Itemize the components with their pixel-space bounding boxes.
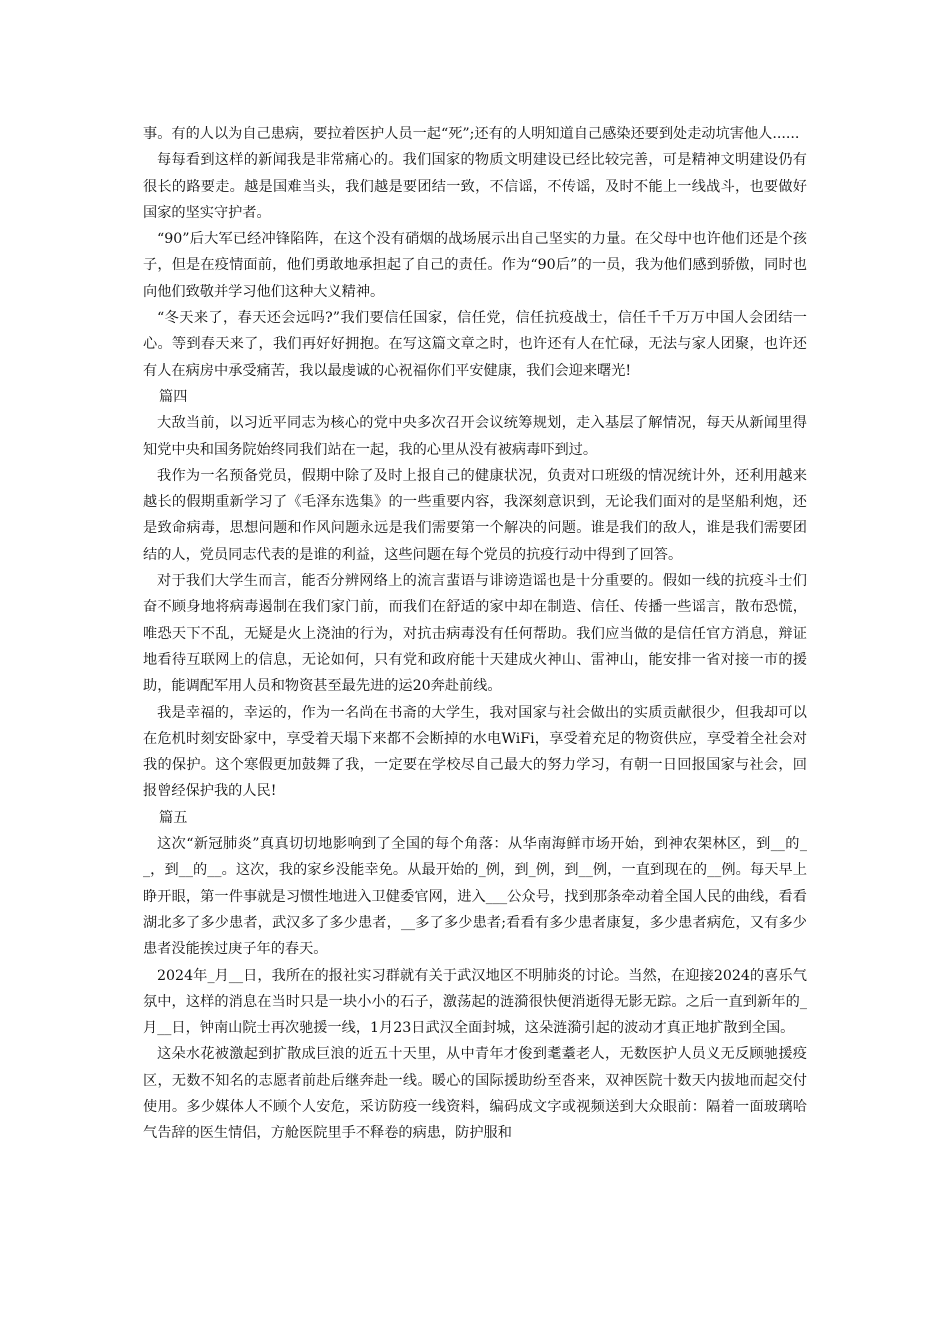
paragraph-5: 大敌当前，以习近平同志为核心的党中央多次召开会议统筹规划，走入基层了解情况，每天从新闻里得知党中央和国务院始终同我们站在一起，我的心里从没有被病毒吓到过。 <box>143 415 807 458</box>
paragraph-2: 每每看到这样的新闻我是非常痛心的。我们国家的物质文明建设已经比较完善，可是精神文明建设仍有很长的路要走。越是国难当头，我们越是要团结一致，不信谣，不传谣，及时不能上一线战斗，也要做好国家的坚实守护者。 <box>143 152 807 221</box>
paragraph-7: 对于我们大学生而言，能否分辨网络上的流言蜚语与诽谤造谣也是十分重要的。假如一线的抗疫斗士们奋不顾身地将病毒遏制在我们家门前，而我们在舒适的家中却在制造、信任、传播一些谣言，散布恐慌，唯恐天下不乱，无疑是火上浇油的行为，对抗击病毒没有任何帮助。我们应当做的是信任官方消息，辩证地看待互联网上的信息，无论如何，只有党和政府能十天建成火神山、雷神山，能安排一省对接一市的援助，能调配军用人员和物资甚至最先进的运20奔赴前线。 <box>143 573 807 695</box>
section-heading-4: 篇四 <box>159 388 188 405</box>
paragraph-8: 我是幸福的，幸运的，作为一名尚在书斋的大学生，我对国家与社会做出的实质贡献很少，但我却可以在危机时刻安卧家中，享受着天塌下来都不会断掉的水电WiFi，享受着充足的物资供应，享受着全社会对我的保护。这个寒假更加鼓舞了我，一定要在学校尽自己最大的努力学习，有朝一日回报国家与社会，回报曾经保护我的人民! <box>143 704 807 800</box>
paragraph-11: 这朵水花被激起到扩散成巨浪的近五十天里，从中青年才俊到耄耋老人，无数医护人员义无反顾驰援疫区，无数不知名的志愿者前赴后继奔赴一线。暖心的国际援助纷至沓来，双神医院十数天内拔地而起交付使用。多少媒体人不顾个人安危，采访防疫一线资料，编码成文字或视频送到大众眼前：隔着一面玻璃哈气告辞的医生情侣，方舱医院里手不释卷的病患，防护服和 <box>143 1046 807 1142</box>
paragraph-10: 2024年_月__日，我所在的报社实习群就有关于武汉地区不明肺炎的讨论。当然，在迎接2024的喜乐气氛中，这样的消息在当时只是一块小小的石子，激荡起的涟漪很快便消逝得无影无踪。之后一直到新年的_月__日，钟南山院士再次驰援一线，1月23日武汉全面封城，这朵涟漪引起的波动才真正地扩散到全国。 <box>143 967 807 1037</box>
paragraph-4: “冬天来了，春天还会远吗?”我们要信任国家，信任党，信任抗疫战士，信任千千万万中国人会团结一心。等到春天来了，我们再好好拥抱。在写这篇文章之时，也许还有人在忙碌，无法与家人团聚，也许还有人在病房中承受痛苦，我以最虔诚的心祝福你们平安健康，我们会迎来曙光! <box>143 310 807 379</box>
paragraph-3: “90”后大军已经冲锋陷阵，在这个没有硝烟的战场展示出自己坚实的力量。在父母中也许他们还是个孩子，但是在疫情面前，他们勇敢地承担起了自己的责任。作为“90后”的一员，我为他们感到骄傲，同时也向他们致敬并学习他们这种大义精神。 <box>143 231 807 300</box>
section-heading-5: 篇五 <box>159 809 188 826</box>
paragraph-1: 事。有的人以为自己患病，要拉着医护人员一起“死”;还有的人明知道自己感染还要到处走动坑害他人...... <box>143 126 800 142</box>
document-body <box>143 121 807 1147</box>
paragraph-9: 这次“新冠肺炎”真真切切地影响到了全国的每个角落：从华南海鲜市场开始，到神农架林区，到__的__，到__的__。这次，我的家乡没能幸免。从最开始的_例，到_例，到__例，一直到现在的__例。每天早上睁开眼，第一件事就是习惯性地进入卫健委官网，进入___公众号，找到那条牵动着全国人民的曲线，看看湖北多了多少患者，武汉多了多少患者，__多了多少患者;看看有多少患者康复，多少患者病危，又有多少患者没能挨过庚子年的春天。 <box>143 836 807 958</box>
paragraph-6: 我作为一名预备党员，假期中除了及时上报自己的健康状况，负责对口班级的情况统计外，还利用越来越长的假期重新学习了《毛泽东选集》的一些重要内容，我深刻意识到，无论我们面对的是坚船利炮，还是致命病毒，思想问题和作风问题永远是我们需要第一个解决的问题。谁是我们的敌人，谁是我们需要团结的人，党员同志代表的是谁的利益，这些问题在每个党员的抗疫行动中得到了回答。 <box>143 467 807 563</box>
